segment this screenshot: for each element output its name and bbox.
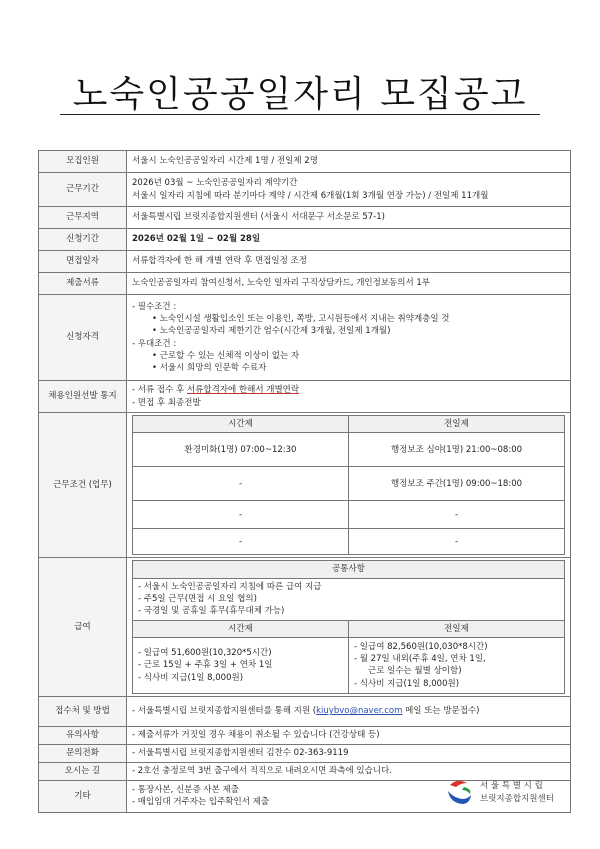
pay-common-line: - 주5일 근무(면접 시 요일 협의) [138,593,257,604]
row-caution [39,726,571,744]
required-item: • 노숙인시설 생활입소인 또는 이용인, 쪽방, 고시원등에서 지내는 취약계층일 것 [152,313,450,324]
conditions-value [127,413,571,558]
required-item: • 노숙인공공일자리 제한기간 엄수(시간제 3개월, 전일제 1개월) [152,326,391,337]
row-interview [39,251,571,273]
required-head: - 필수조건 : [132,301,177,312]
conditions-part-cell: - [133,529,349,555]
row-notice [39,381,571,413]
period-line1: 2026년 03월 ~ 노숙인공공일자리 계약기간 [132,178,298,189]
etc-line2: - 매입임대 거주자는 입주확인서 제출 [132,797,270,808]
pay-col-part: 시간제 [133,620,349,637]
etc-label: 기타 [39,780,127,812]
preferred-head: - 우대조건 : [132,338,177,349]
conditions-col-full: 전일제 [349,416,565,433]
notice-line2: - 면접 후 최종전발 [132,397,201,408]
pay-part-line: - 일급여 51,600원(10,320*5시간) [138,647,272,658]
conditions-table [132,415,565,555]
caution-value: - 제출서류가 거짓일 경우 채용이 취소될 수 있습니다 (건강상태 등) [127,726,571,744]
pay-full-line: - 월 27일 내외(주휴 4일, 연차 1일, [354,654,486,665]
seoul-logo-icon [444,777,474,807]
interview-label: 면접일자 [39,251,127,273]
period-line2: 서울시 일자리 지침에 따라 분기마다 계약 / 시간제 6개월(1회 3개월 연장 가능) / 전일제 11개월 [132,190,489,201]
row-contact [39,744,571,762]
pay-common-line: - 서울시 노숙인공공일자리 지침에 따른 급여 지급 [138,581,322,592]
etc-line1: - 통장사본, 신분증 사본 제출 [132,785,239,796]
row-apply-period [39,229,571,251]
submit-text-a: - 서울특별시립 브릿지종합지원센터를 통해 지원 ( [132,706,317,717]
preferred-item: • 근로할 수 있는 신체적 이상이 없는 자 [152,350,300,361]
directions-label: 오시는 길 [39,762,127,780]
pay-common-head: 공통사항 [133,561,565,578]
row-location [39,207,571,229]
documents-label: 제출서류 [39,273,127,295]
pay-common-line: - 국경일 및 공휴일 휴무(휴무대체 가능) [138,606,285,617]
conditions-full-cell: 행정보조 주간(1명) 09:00~18:00 [349,467,565,501]
row-conditions [39,413,571,558]
row-submit [39,696,571,726]
contact-value: - 서울특별시립 브릿지종합지원센터 김찬수 02-363-9119 [127,744,571,762]
location-value: 서울특별시립 브릿지종합지원센터 (서울시 서대문구 서소문로 57-1) [127,207,571,229]
directions-value: - 2호선 충정로역 3번 출구에서 직직으로 내려오시면 좌측에 있습니다. [127,762,571,780]
logo-red-swoosh [450,781,467,787]
recruit-value: 서울시 노숙인공공일자리 시간제 1명 / 전일제 2명 [127,151,571,173]
submit-value [127,696,571,726]
pay-full-line: - 식사비 지급(1일 8,000원) [354,678,460,689]
logo-green-swoosh [462,787,470,794]
row-documents [39,273,571,295]
footer-org [480,780,554,806]
pay-part-line: - 식사비 지급(1일 8,000원) [138,672,244,683]
conditions-full-cell: - [349,529,565,555]
recruit-label: 모집인원 [39,151,127,173]
row-recruit [39,151,571,173]
pay-part-line: - 근로 15일 + 주휴 3일 + 연차 1일 [138,660,273,671]
logo-blue-swoosh [448,791,471,804]
row-pay [39,558,571,697]
row-qualification [39,295,571,381]
conditions-full-cell: - [349,501,565,529]
period-value [127,173,571,207]
pay-table [132,560,565,694]
caution-label: 유의사항 [39,726,127,744]
interview-value: 서류합격자에 한 해 개별 연락 후 면접일정 조정 [127,251,571,273]
pay-full-line: - 일급여 82,560원(10,030*8시간) [354,641,488,652]
pay-label: 급여 [39,558,127,697]
conditions-part-cell: - [133,501,349,529]
footer-org-line2: 브릿지종합지원센터 [480,794,554,805]
conditions-col-part: 시간제 [133,416,349,433]
conditions-part-cell: - [133,467,349,501]
contact-label: 문의전화 [39,744,127,762]
notice-value [127,381,571,413]
conditions-full-cell: 행정보조 심야(1명) 21:00~08:00 [349,433,565,467]
title-underline [60,114,540,115]
pay-full-cell [349,637,565,693]
location-label: 근무지역 [39,207,127,229]
footer-org-line1: 서 울 특 별 시 립 [480,781,543,791]
row-period [39,173,571,207]
documents-value: 노숙인공공일자리 참여신청서, 노숙인 일자리 구직상담카드, 개인정보동의서 1부 [127,273,571,295]
notice-line1-a: - 서류 접수 후 [132,385,187,396]
apply-period-value: 2026년 02월 1일 ~ 02월 28일 [127,229,571,251]
email-link[interactable]: kiuybvo@naver.com [316,706,403,717]
notice-line1 [132,384,565,396]
notice-label: 채용인원선발 통지 [39,381,127,413]
pay-common-cell [133,578,565,620]
apply-period-label: 신청기간 [39,229,127,251]
pay-part-cell [133,637,349,693]
qualification-value [127,295,571,381]
notice-table [38,150,571,813]
period-label: 근무기간 [39,173,127,207]
pay-col-full: 전일제 [349,620,565,637]
notice-line1-b: 서류합격자에 한해서 개별연락 [186,385,300,396]
submit-text-b: 메일 또는 방문접수) [402,706,480,717]
pay-full-line: 근로 일수는 월별 상이함) [368,666,462,677]
submit-label: 접수처 및 방법 [39,696,127,726]
conditions-label: 근무조건 (업무) [39,413,127,558]
row-directions [39,762,571,780]
pay-value [127,558,571,697]
preferred-item: • 서울시 희망의 인문학 수료자 [152,363,267,374]
qualification-label: 신청자격 [39,295,127,381]
page-title: 노숙인공공일자리 모집공고 [72,74,528,115]
conditions-part-cell: 환경미화(1명) 07:00~12:30 [133,433,349,467]
